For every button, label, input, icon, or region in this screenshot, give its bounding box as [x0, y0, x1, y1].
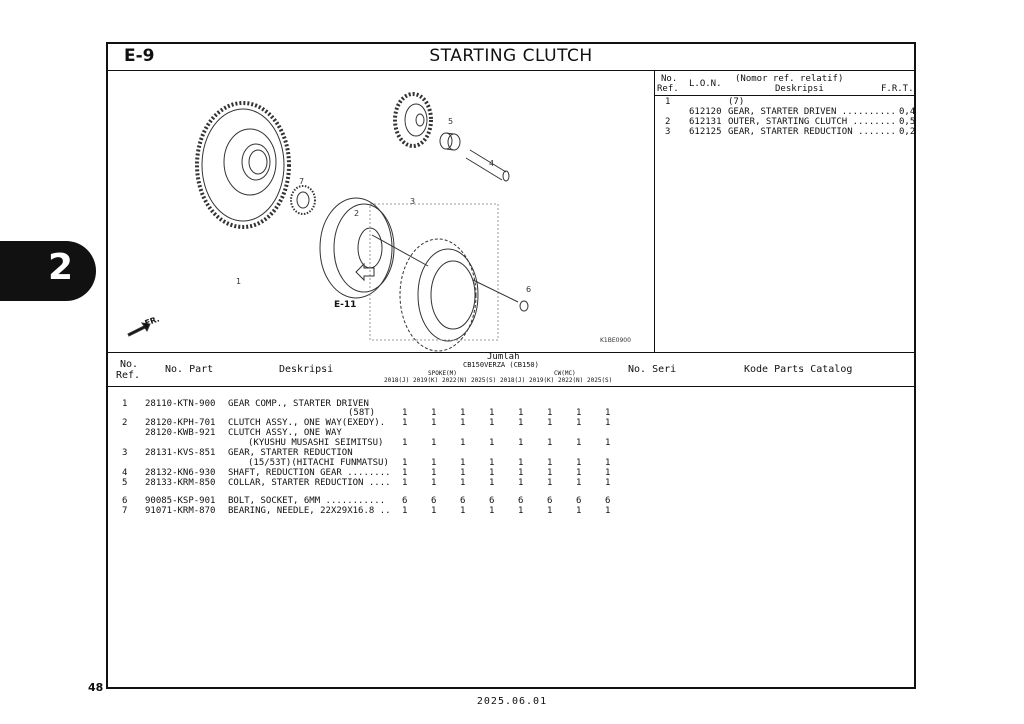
quantity-cell: 1 [518, 468, 524, 478]
one-way-clutch-illustration [370, 204, 528, 351]
collar-illustration [440, 133, 460, 150]
quantity-cell: 1 [460, 458, 466, 468]
part-number: 28131-KVS-851 [145, 448, 216, 458]
quantity-cell: 1 [576, 468, 582, 478]
part-number: 91071-KRM-870 [145, 506, 216, 516]
lon-header-ref: Ref. [657, 84, 679, 94]
part-description: (15/53T)(HITACHI FUNMATSU) [248, 458, 389, 468]
section-tab [0, 241, 96, 301]
part-description: (58T) [348, 408, 376, 418]
quantity-cell: 1 [605, 458, 611, 468]
quantity-cell: 1 [547, 438, 553, 448]
ref-no: 5 [122, 478, 128, 488]
quantity-cell: 1 [460, 438, 466, 448]
quantity-cell: 1 [431, 478, 437, 488]
part-description: (KYUSHU MUSASHI SEIMITSU) [248, 438, 384, 448]
quantity-cell: 1 [460, 418, 466, 428]
ref-no: 4 [122, 468, 128, 478]
quantity-cell: 1 [431, 458, 437, 468]
callout-7: 7 [299, 177, 305, 186]
lon-row: 1 (7) [665, 97, 745, 107]
quantity-cell: 1 [489, 418, 495, 428]
quantity-cell: 6 [402, 496, 408, 506]
lon-row: 3 612125 GEAR, STARTER REDUCTION ....... 0,2 [665, 127, 916, 137]
year-col: 2022(N) [442, 377, 468, 384]
lon-header-frt: F.R.T. [881, 84, 914, 94]
year-col: 2018(J) [384, 377, 410, 384]
part-description: COLLAR, STARTER REDUCTION .... [228, 478, 391, 488]
parts-header-kode: Kode Parts Catalog [744, 364, 853, 375]
part-number: 28120-KWB-921 [145, 428, 216, 438]
year-col: 2025(S) [471, 377, 497, 384]
parts-row [108, 458, 914, 468]
quantity-cell: 1 [605, 506, 611, 516]
quantity-cell: 1 [518, 506, 524, 516]
parts-header-model: CB150VERZA (CB150) [463, 361, 539, 369]
parts-row [108, 428, 914, 438]
parts-table-header [108, 352, 914, 387]
parts-row [108, 506, 914, 516]
diagram-svg [108, 70, 654, 352]
quantity-cell: 1 [402, 506, 408, 516]
callout-3: 3 [410, 197, 416, 206]
ref-no: 7 [122, 506, 128, 516]
quantity-cell: 1 [547, 418, 553, 428]
part-number: 28133-KRM-850 [145, 478, 216, 488]
quantity-cell: 1 [460, 478, 466, 488]
part-description: BOLT, SOCKET, 6MM ........... [228, 496, 386, 506]
lon-table [655, 70, 914, 353]
quantity-cell: 1 [431, 438, 437, 448]
lon-header-deskripsi: Deskripsi [775, 84, 824, 94]
quantity-cell: 1 [402, 408, 408, 418]
reduction-gear-illustration [395, 94, 431, 146]
parts-header-no-seri: No. Seri [628, 364, 677, 375]
quantity-cell: 6 [518, 496, 524, 506]
ref-no: 3 [122, 448, 128, 458]
part-description: GEAR COMP., STARTER DRIVEN [228, 399, 369, 409]
quantity-cell: 1 [547, 506, 553, 516]
quantity-cell: 1 [489, 408, 495, 418]
quantity-cell: 1 [518, 478, 524, 488]
callout-2: 2 [354, 209, 360, 218]
quantity-cell: 1 [605, 478, 611, 488]
quantity-cell: 1 [460, 506, 466, 516]
quantity-cell: 1 [576, 438, 582, 448]
year-col: 2018(J) [500, 377, 526, 384]
parts-header-no-part: No. Part [165, 364, 214, 375]
ref-no: 2 [122, 418, 128, 428]
part-description: CLUTCH ASSY., ONE WAY [228, 428, 342, 438]
parts-row [108, 468, 914, 478]
lon-header-lon: L.O.N. [689, 79, 722, 89]
year-col: 2019(K) [413, 377, 439, 384]
parts-row [108, 478, 914, 488]
part-description: GEAR, STARTER REDUCTION [228, 448, 353, 458]
quantity-cell: 6 [605, 496, 611, 506]
parts-header-deskripsi: Deskripsi [279, 364, 334, 375]
year-col: 2019(K) [529, 377, 555, 384]
catalog-page-frame [106, 42, 916, 689]
quantity-cell: 1 [431, 506, 437, 516]
parts-header-cw: CW(MC) [554, 370, 576, 377]
quantity-cell: 1 [402, 418, 408, 428]
quantity-cell: 1 [576, 458, 582, 468]
quantity-cell: 1 [518, 458, 524, 468]
publication-date: 2025.06.01 [476, 696, 548, 707]
year-col: 2022(N) [558, 377, 584, 384]
quantity-cell: 6 [547, 496, 553, 506]
starting-clutch-outer-illustration [320, 198, 428, 298]
year-col: 2025(S) [587, 377, 613, 384]
quantity-cell: 1 [576, 408, 582, 418]
figure-code: K1BE0900 [600, 337, 631, 344]
front-label: FR. [143, 314, 161, 328]
parts-header-ref: Ref. [116, 370, 141, 381]
quantity-cell: 1 [518, 438, 524, 448]
part-description: CLUTCH ASSY., ONE WAY(EXEDY). [228, 418, 386, 428]
parts-row [108, 448, 914, 458]
callout-5: 5 [448, 117, 454, 126]
quantity-cell: 1 [431, 418, 437, 428]
callout-6: 6 [526, 285, 532, 294]
parts-header-jumlah: Jumlah [487, 352, 520, 362]
callout-4: 4 [489, 159, 495, 168]
quantity-cell: 1 [576, 418, 582, 428]
quantity-cell: 1 [489, 506, 495, 516]
callout-1: 1 [236, 277, 242, 286]
quantity-cell: 1 [547, 478, 553, 488]
quantity-cell: 1 [460, 468, 466, 478]
e11-reference-label: E-11 [334, 300, 357, 310]
part-description: BEARING, NEEDLE, 22X29X16.8 .. [228, 506, 391, 516]
ref-no: 1 [122, 399, 128, 409]
starter-driven-gear-illustration [197, 103, 289, 227]
quantity-cell: 1 [402, 438, 408, 448]
quantity-cell: 6 [576, 496, 582, 506]
quantity-cell: 1 [576, 478, 582, 488]
quantity-cell: 1 [605, 438, 611, 448]
lon-row: 2 612131 OUTER, STARTING CLUTCH ........ 0,5 [665, 117, 916, 127]
part-number: 28120-KPH-701 [145, 418, 216, 428]
quantity-cell: 1 [605, 418, 611, 428]
part-number: 28110-KTN-900 [145, 399, 216, 409]
parts-header-no: No. [120, 359, 139, 370]
quantity-cell: 1 [431, 408, 437, 418]
parts-row [108, 418, 914, 428]
needle-bearing-illustration [291, 186, 315, 214]
part-description: SHAFT, REDUCTION GEAR ........ [228, 468, 391, 478]
part-number: 90085-KSP-901 [145, 496, 216, 506]
parts-row [108, 438, 914, 448]
quantity-cell: 1 [605, 468, 611, 478]
section-code: E-9 [124, 46, 155, 66]
lon-header-nomor: (Nomor ref. relatif) [735, 74, 844, 84]
page-header [108, 44, 914, 71]
quantity-cell: 6 [489, 496, 495, 506]
quantity-cell: 1 [576, 506, 582, 516]
quantity-cell: 1 [402, 468, 408, 478]
quantity-cell: 1 [402, 478, 408, 488]
quantity-cell: 1 [489, 458, 495, 468]
quantity-cell: 1 [547, 408, 553, 418]
exploded-diagram [108, 70, 655, 353]
parts-row [108, 496, 914, 506]
quantity-cell: 1 [518, 408, 524, 418]
quantity-cell: 1 [489, 478, 495, 488]
quantity-cell: 6 [460, 496, 466, 506]
page-title: STARTING CLUTCH [429, 46, 593, 66]
quantity-cell: 1 [547, 458, 553, 468]
quantity-cell: 1 [489, 468, 495, 478]
ref-no: 6 [122, 496, 128, 506]
quantity-cell: 1 [547, 468, 553, 478]
lon-header-no: No. [661, 74, 678, 84]
parts-row [108, 408, 914, 418]
lon-row: 612120 GEAR, STARTER DRIVEN .......... 0,4 [689, 107, 916, 117]
quantity-cell: 1 [518, 418, 524, 428]
part-number: 28132-KN6-930 [145, 468, 216, 478]
quantity-cell: 6 [431, 496, 437, 506]
section-tab-label: 2 [48, 247, 74, 288]
quantity-cell: 1 [460, 408, 466, 418]
page-number: 48 [88, 681, 104, 694]
quantity-cell: 1 [431, 468, 437, 478]
quantity-cell: 1 [605, 408, 611, 418]
quantity-cell: 1 [489, 438, 495, 448]
parts-header-spoke: SPOKE(M) [428, 370, 457, 377]
quantity-cell: 1 [402, 458, 408, 468]
shaft-illustration [466, 150, 509, 181]
